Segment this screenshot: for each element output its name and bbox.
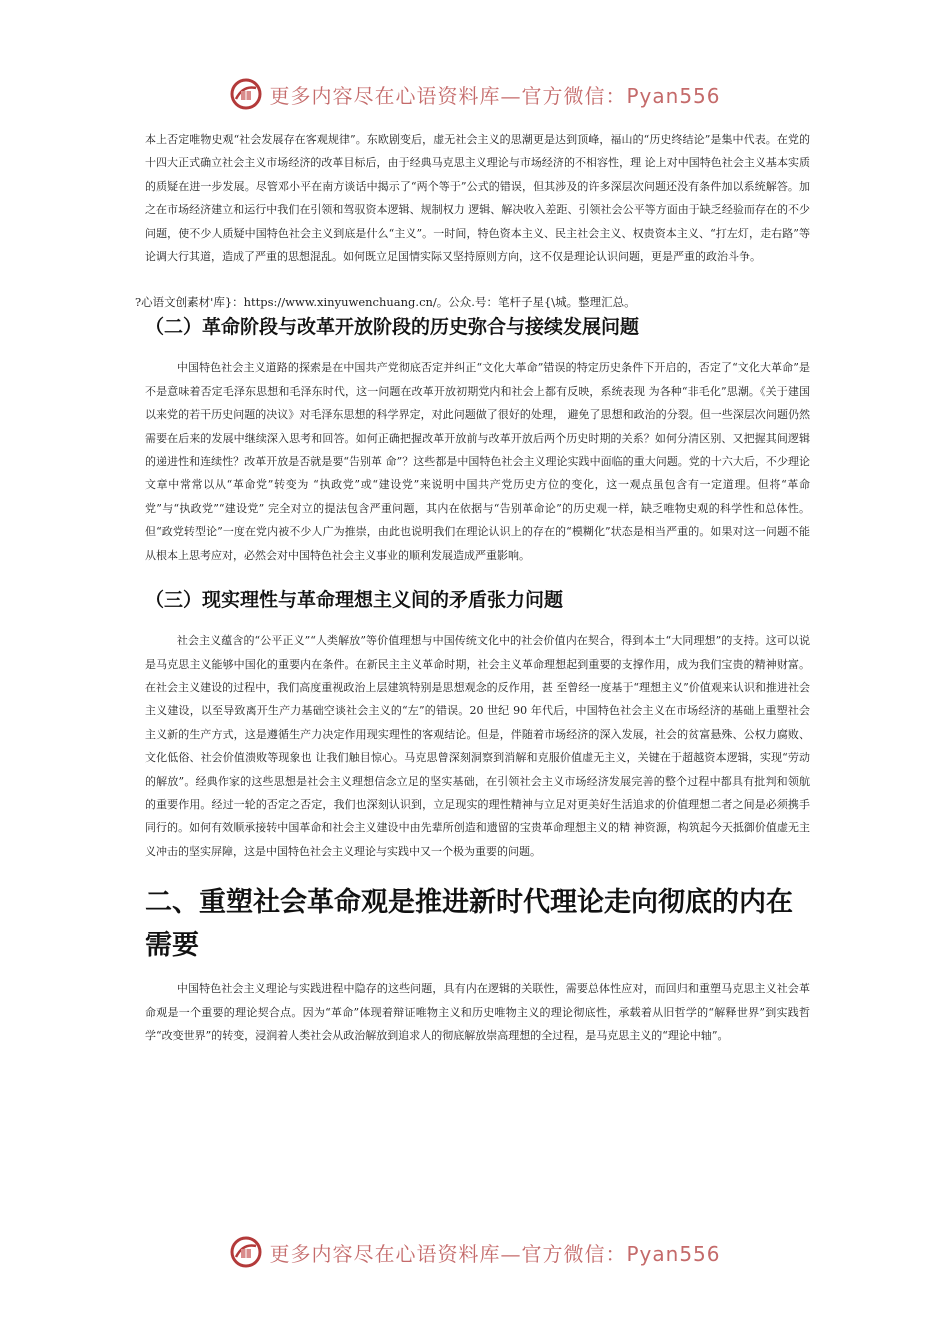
source-attribution: ?心语文创素材'库}：https://www.xinyuwenchuang.cn/。公众.号：笔杆子星{\城。整理汇总。 (135, 295, 636, 309)
header-banner (0, 74, 950, 114)
library-logo-icon (229, 1235, 263, 1269)
paragraph-section-3: 社会主义蕴含的“公平正义”“人类解放”等价值理想与中国传统文化中的社会价值内在契合，得到本土“大同理想”的支持。这可以说是马克思主义能够中国化的重要内在条件。在新民主主义革命时期，社会主义革命理想起到重要的支撑作用，成为我们宝贵的精神财富。在社会主义建设的过程中，我们高度重视政治上层建筑特别是思想观念的反作用，甚 至曾经一度基于“理想主义”价值观来认识和推进社会主义建设，以至导致离开生产力基础空谈社会主义的“左”的错误。20 世纪 90 年代后，中国特色社会主义在市场经济的基础上重塑社会主义新的生产方式，这是遵循生产力决定作用现实理性的客观结论。但是，伴随着市场经济的深入发展，社会的贫富悬殊、公权力腐败、文化低俗、社会价值溃败等现象也 让我们触目惊心。马克思曾深刻洞察到消解和克服价值虚无主义，关键在于超越资本逻辑，实现“劳动的解放”。经典作家的这些思想是社会主义理想信念立足的坚实基础，在引领社会主义市场经济发展完善的整个过程中都具有批判和领航的重要作用。经过一轮的否定之否定，我们也深刻认识到，立足现实的理性精神与立足对更美好生活追求的价值理想二者之间是必须携手同行的。如何有效顺承接转中国革命和社会主义建设中由先辈所创造和遗留的宝贵革命理想主义的精 神资源，构筑起今天抵御价值虚无主义冲击的坚实屏障，这是中国特色社会主义理论与实践中又一个极为重要的问题。 (145, 634, 810, 858)
paragraph-intro-continued: 本上否定唯物史观“社会发展存在客观规律”。东欧剧变后，虚无社会主义的思潮更是达到顶峰，福山的“历史终结论”是集中代表。在党的十四大正式确立社会主义市场经济的改革目标后，由于经典马克思主义理论与市场经济的不相容性，理 论上对中国特色社会主义基本实质的质疑在进一步发展。尽管邓小平在南方谈话中揭示了“两个等于”公式的错误，但其涉及的许多深层次问题还没有条件加以系统解答。加之在市场经济建立和运行中我们在引领和驾驭资本逻辑、规制权力 逻辑、解决收入差距、引领社会公平等方面由于缺乏经验而存在的不少问题，使不少人质疑中国特色社会主义到底是什么“主义”。一时间，特色资本主义、民主社会主义、权贵资本主义、“打左灯，走右路”等论调大行其道，造成了严重的思想混乱。如何既立足国情实际又坚持原则方向，这不仅是理论认识问题，更是严重的政治斗争。 (145, 133, 810, 264)
banner-text (269, 1238, 720, 1267)
banner-slogan: 更多内容尽在心语资料库—官方微信： (269, 83, 627, 108)
chapter-heading-2: 二、重塑社会革命观是推进新时代理论走向彻底的内在需要 (145, 887, 793, 962)
banner-slogan: 更多内容尽在心语资料库—官方微信： (269, 1241, 627, 1266)
library-logo-icon (229, 77, 263, 111)
document-body (145, 128, 810, 1047)
section-heading-2: （二）革命阶段与改革开放阶段的历史弥合与接续发展问题 (145, 316, 640, 339)
section-heading-3: （三）现实理性与革命理想主义间的矛盾张力问题 (145, 589, 564, 612)
banner-wechat-id: Pyan556 (626, 83, 721, 108)
paragraph-section-2: 中国特色社会主义道路的探索是在中国共产党彻底否定并纠正“文化大革命”错误的特定历史条件下开启的，否定了“文化大革命”是不是意味着否定毛泽东思想和毛泽东时代，这一问题在改革开放初期党内和社会上都有反映，系统表现 为各种“非毛化”思潮。《关于建国以来党的若干历史问题的决议》对毛泽东思想的科学界定，对此问题做了很好的处理， 避免了思想和政治的分裂。但一些深层次问题仍然需要在后来的发展中继续深入思考和回答。如何正确把握改革开放前与改革开放后两个历史时期的关系？如何分清区别、又把握其间逻辑的递进性和连续性？改革开放是否就是要“告别革 命”？这些都是中国特色社会主义理论实践中面临的重大问题。党的十六大后，不少理论文章中常常以从“革命党”转变为 “执政党”或“建设党”来说明中国共产党历史方位的变化，这一观点虽包含有一定道理。但将“革命党”与“执政党”“建设党” 完全对立的提法包含严重问题，其内在依据与“告别革命论”的历史观一样，缺乏唯物史观的科学性和总体性。但“政党转型论”一度在党内被不少人广为推崇，由此也说明我们在理论认识上的存在的“模糊化”状态是相当严重的。如果对这一问题不能从根本上思考应对，必然会对中国特色社会主义事业的顺利发展造成严重影响。 (145, 361, 810, 562)
banner-text (269, 80, 720, 109)
footer-banner (0, 1232, 950, 1272)
banner-wechat-id: Pyan556 (626, 1241, 721, 1266)
paragraph-chapter-2: 中国特色社会主义理论与实践进程中隐存的这些问题，具有内在逻辑的关联性，需要总体性应对，而回归和重塑马克思主义社会革命观是一个重要的理论契合点。因为“革命”体现着辩证唯物主义和历史唯物主义的理论彻底性，承载着从旧哲学的“解释世界”到实践哲学“改变世界”的转变，浸润着人类社会从政治解放到追求人的彻底解放崇高理想的全过程，是马克思主义的“理论中轴”。 (145, 982, 810, 1042)
